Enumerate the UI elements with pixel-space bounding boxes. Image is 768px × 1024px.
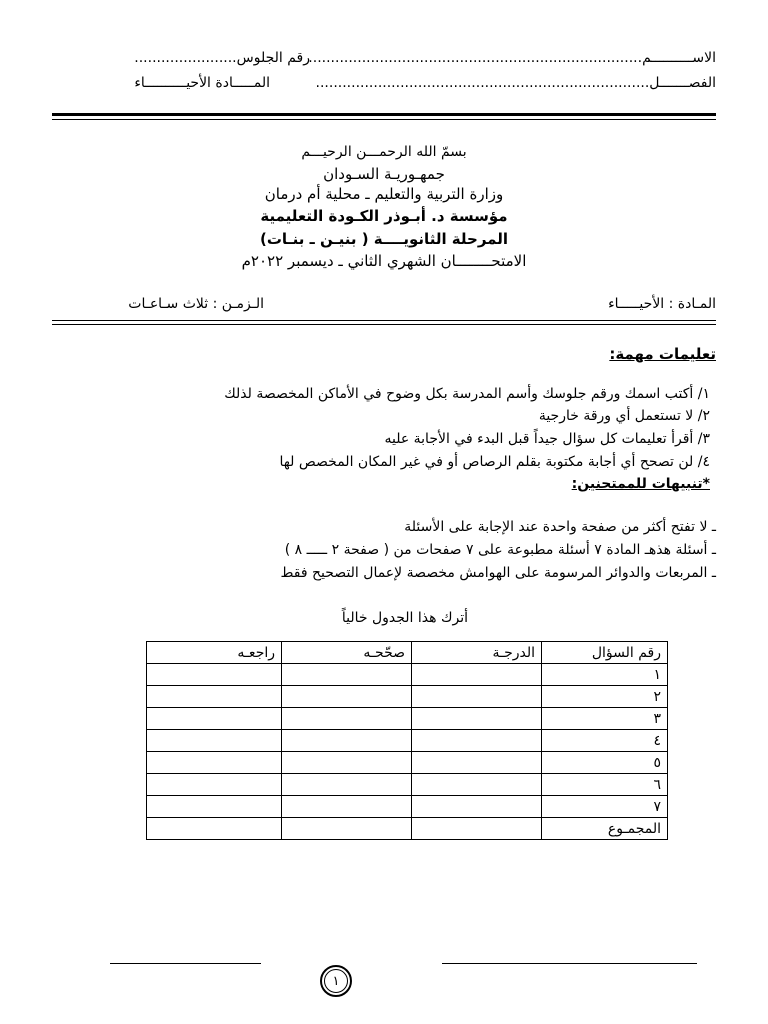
table-row <box>147 774 668 796</box>
total-label-cell: المجمـوع <box>542 818 668 840</box>
page-number-badge <box>320 965 352 997</box>
meta-rule-bottom <box>52 324 716 325</box>
reviewer-cell[interactable] <box>147 686 282 708</box>
page-number-inner-circle <box>324 969 348 993</box>
instruction-item: ٣/ أقرأ تعليمات كل سؤال جيداً قبل البدء في الأجابة عليه <box>384 431 710 447</box>
class-label: الفصـــــــل <box>649 75 716 91</box>
instruction-item: ٢/ لا تستعمل أي ورقة خارجية <box>538 408 710 424</box>
corrector-cell[interactable] <box>282 686 412 708</box>
header-grade: الدرجـة <box>412 642 542 664</box>
instruction-item: ٤/ لن تصحح أي أجابة مكتوبة بقلم الرصاص أو في غير المكان المخصص لها <box>279 454 710 470</box>
grade-cell[interactable] <box>412 686 542 708</box>
table-row <box>147 730 668 752</box>
instruction-item: ١/ أكتب اسمك ورقم جلوسك وأسم المدرسة بكل وضوح في الأماكن المخصصة لذلك <box>224 386 710 402</box>
name-label: الاســــــــــم <box>642 50 716 66</box>
table-row <box>147 752 668 774</box>
corrector-cell[interactable] <box>282 818 412 840</box>
grade-cell[interactable] <box>412 796 542 818</box>
table-row <box>147 664 668 686</box>
grade-cell[interactable] <box>412 708 542 730</box>
table-total-row <box>147 818 668 840</box>
reviewer-cell[interactable] <box>147 774 282 796</box>
table-row <box>147 686 668 708</box>
question-number-cell: ٥ <box>542 752 668 774</box>
table-row <box>147 708 668 730</box>
corrector-cell[interactable] <box>282 752 412 774</box>
header-corrector: صحّحـه <box>282 642 412 664</box>
warning-item: ـ المربعات والدوائر المرسومة على الهوامش مخصصة لإعمال التصحيح فقط <box>280 565 716 581</box>
seat-number-field <box>80 50 310 66</box>
warning-item: ـ لا تفتح أكثر من صفحة واحدة عند الإجابة على الأسئلة <box>404 519 716 535</box>
question-number-cell: ٢ <box>542 686 668 708</box>
reviewer-cell[interactable] <box>147 796 282 818</box>
basmala: بسمّ الله الرحمـــن الرحيـــم <box>301 144 467 160</box>
header-reviewer: راجعـه <box>147 642 282 664</box>
corrector-cell[interactable] <box>282 774 412 796</box>
subject-header-field <box>80 75 270 91</box>
table-header-row <box>147 642 668 664</box>
question-number-cell: ١ <box>542 664 668 686</box>
warning-item: ـ أسئلة هذهـ المادة ٧ أسئلة مطبوعة على ٧ صفحات من ( صفحة ٢ ـــــ ٨ ) <box>284 542 716 558</box>
question-number-cell: ٣ <box>542 708 668 730</box>
corrector-cell[interactable] <box>282 730 412 752</box>
student-name-field <box>276 50 716 66</box>
reviewer-cell[interactable] <box>147 664 282 686</box>
name-dots: ........................................................................... <box>308 50 643 66</box>
question-number-cell: ٤ <box>542 730 668 752</box>
header-question-number: رقم السؤال <box>542 642 668 664</box>
instructions-heading: تعليمات مهمة: <box>609 345 716 363</box>
exam-title: الامتحــــــــان الشهري الثاني ـ ديسمبر ٢٠٢٢م <box>241 252 527 270</box>
grade-cell[interactable] <box>412 730 542 752</box>
subject-label: المـادة : الأحيـــــاء <box>608 296 716 312</box>
header-rule-thick <box>52 113 716 116</box>
corrector-cell[interactable] <box>282 664 412 686</box>
table-caption: أترك هذا الجدول خالياً <box>341 610 468 626</box>
reviewer-cell[interactable] <box>147 730 282 752</box>
class-dots: ........................................................................... <box>315 75 650 91</box>
header-rule-thin <box>52 119 716 120</box>
grade-cell[interactable] <box>412 752 542 774</box>
question-number-cell: ٧ <box>542 796 668 818</box>
reviewer-cell[interactable] <box>147 708 282 730</box>
reviewer-cell[interactable] <box>147 752 282 774</box>
school-stage: المرحلة الثانويــــة ( بنيـن ـ بنـات) <box>259 230 509 248</box>
footer-rule-right <box>442 963 697 964</box>
ministry-name: وزارة التربية والتعليم ـ محلية أم درمان <box>264 185 504 203</box>
country-name: جمهـوريـة السـودان <box>323 165 445 183</box>
footer-rule-left <box>110 963 261 964</box>
time-label: الـزمـن : ثلاث سـاعـات <box>128 296 264 312</box>
seat-label: رقم الجلوس <box>236 50 310 66</box>
question-number-cell: ٦ <box>542 774 668 796</box>
seat-dots: ....................... <box>134 50 237 66</box>
school-name: مؤسسة د. أبـوذر الكـودة التعليمية <box>260 207 508 225</box>
subject-header-label: المـــــادة الأحيــــــــــاء <box>134 75 270 91</box>
class-field <box>276 75 716 91</box>
reviewer-cell[interactable] <box>147 818 282 840</box>
grade-cell[interactable] <box>412 664 542 686</box>
table-row <box>147 796 668 818</box>
corrector-cell[interactable] <box>282 708 412 730</box>
grade-cell[interactable] <box>412 774 542 796</box>
corrector-cell[interactable] <box>282 796 412 818</box>
page-number: ١ <box>332 973 340 989</box>
warnings-heading: *تنبيهات للممتحنين: <box>571 476 710 492</box>
meta-rule-top <box>52 320 716 321</box>
grading-table <box>146 641 668 840</box>
grade-cell[interactable] <box>412 818 542 840</box>
